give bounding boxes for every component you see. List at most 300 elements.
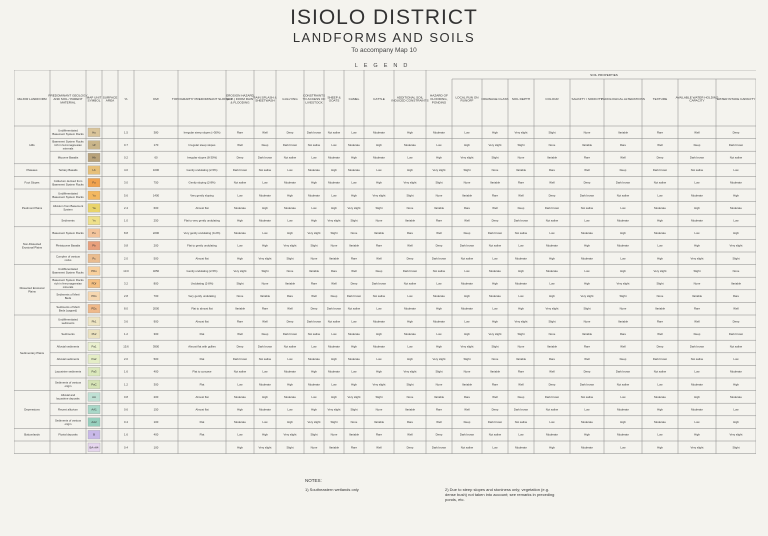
property-cell: Very slight bbox=[432, 168, 446, 173]
property-cell: High bbox=[262, 205, 268, 210]
property-cell: Moderate bbox=[691, 407, 703, 412]
property-cell: Deep bbox=[491, 407, 499, 412]
property-cell: Deep bbox=[619, 168, 627, 173]
slope-cell: Irregular slopes (8-30%) bbox=[186, 155, 218, 160]
property-cell: Very slight bbox=[283, 243, 297, 248]
slope-cell: Flat to concave bbox=[192, 369, 212, 374]
property-cell: Variable bbox=[489, 369, 501, 374]
property-cell: Dark brown bbox=[306, 319, 322, 324]
property-cell: Low bbox=[237, 243, 243, 248]
property-cell: None bbox=[330, 243, 338, 248]
property-cell: High bbox=[549, 445, 555, 450]
property-cell: Low bbox=[287, 168, 293, 173]
property-cell: Very slight bbox=[307, 231, 321, 236]
property-cell: High bbox=[436, 344, 442, 349]
property-cell: Rare bbox=[656, 130, 664, 135]
property-cell: High bbox=[331, 394, 337, 399]
slope-cell: Almost flat with gullies bbox=[188, 344, 216, 349]
property-cell: Rare bbox=[656, 319, 664, 324]
property-cell: Low bbox=[518, 294, 524, 299]
area-km2: 300 bbox=[153, 331, 159, 336]
geology-cell: Miocene Basalts bbox=[57, 155, 79, 160]
property-cell: Rare bbox=[583, 155, 591, 160]
page-title: ISIOLO DISTRICT bbox=[290, 6, 478, 29]
property-cell: Low bbox=[657, 193, 663, 198]
property-cell: High bbox=[464, 294, 470, 299]
area-km2: 3900 bbox=[152, 344, 160, 349]
property-cell: Not saline bbox=[327, 130, 341, 135]
property-cell: Dark brown bbox=[513, 407, 529, 412]
legend-table bbox=[14, 70, 756, 470]
geology-cell: Undifferentiated Basement System Rocks bbox=[52, 128, 84, 136]
property-cell: Moderate bbox=[654, 394, 666, 399]
geology-cell: Fluvial deposits bbox=[58, 432, 78, 437]
area-km2: 250 bbox=[153, 218, 159, 223]
slope-cell: Very gently undulating bbox=[188, 294, 216, 299]
property-cell: Variable bbox=[546, 344, 558, 349]
property-cell: Well bbox=[331, 281, 337, 286]
property-cell: Deep bbox=[693, 142, 701, 147]
page-subtitle: LANDFORMS AND SOILS bbox=[292, 30, 476, 45]
property-cell: Moderate bbox=[348, 357, 360, 362]
property-cell: High bbox=[584, 243, 590, 248]
property-cell: Variable bbox=[515, 357, 527, 362]
property-cell: Well bbox=[262, 319, 268, 324]
property-cell: None bbox=[548, 142, 556, 147]
property-cell: Low bbox=[620, 445, 626, 450]
property-cell: Slight bbox=[463, 357, 471, 362]
property-cell: Low bbox=[464, 268, 470, 273]
property-cell: Well bbox=[694, 319, 700, 324]
geology-cell: Sediments of Merti Beds bbox=[56, 292, 80, 300]
area-percent: 0.6 bbox=[124, 407, 128, 412]
property-cell: High bbox=[311, 407, 317, 412]
map-unit-symbol: Lb bbox=[92, 168, 96, 173]
property-cell: Variable bbox=[308, 268, 320, 273]
property-cell: Moderate bbox=[308, 357, 320, 362]
property-cell: Low bbox=[492, 445, 498, 450]
property-cell: Low bbox=[620, 394, 626, 399]
slope-cell: Flat bbox=[199, 357, 205, 362]
property-cell: Dark brown bbox=[371, 281, 387, 286]
area-km2: 600 bbox=[153, 205, 159, 210]
property-cell: Moderate bbox=[259, 407, 271, 412]
property-cell: Rare bbox=[350, 445, 358, 450]
property-cell: Rare bbox=[619, 331, 627, 336]
property-cell: Moderate bbox=[259, 218, 271, 223]
property-cell: None bbox=[463, 369, 471, 374]
property-cell: Moderate bbox=[308, 193, 320, 198]
property-cell: Dark brown bbox=[459, 243, 475, 248]
map-unit-symbol: PDs bbox=[91, 294, 97, 299]
property-cell: Low bbox=[492, 306, 498, 311]
property-cell: Deep bbox=[463, 420, 471, 425]
property-cell: Slight bbox=[548, 319, 556, 324]
property-cell: Well bbox=[287, 306, 293, 311]
property-cell: High bbox=[407, 168, 413, 173]
property-cell: High bbox=[376, 180, 382, 185]
property-cell: Moderate bbox=[373, 130, 385, 135]
property-cell: Well bbox=[733, 306, 739, 311]
area-km2: 100 bbox=[153, 445, 159, 450]
property-cell: Not saline bbox=[729, 155, 743, 160]
area-km2: 200 bbox=[153, 394, 159, 399]
property-cell: Very slight bbox=[403, 369, 417, 374]
area-percent: 0.4 bbox=[124, 420, 128, 425]
property-cell: Low bbox=[518, 432, 524, 437]
property-cell: Rare bbox=[435, 407, 443, 412]
property-cell: Low bbox=[549, 231, 555, 236]
property-cell: Slight bbox=[261, 268, 269, 273]
property-cell: Well bbox=[549, 369, 555, 374]
geology-cell: Basement System Rocks rich in ferromagnesian minerals bbox=[52, 278, 84, 289]
area-km2: 750 bbox=[153, 180, 159, 185]
property-cell: Slight bbox=[375, 394, 383, 399]
property-cell: High bbox=[549, 294, 555, 299]
geology-cell: Sediments bbox=[61, 331, 75, 336]
property-cell: Moderate bbox=[308, 168, 320, 173]
property-cell: Moderate bbox=[461, 281, 473, 286]
property-cell: High bbox=[549, 256, 555, 261]
property-cell: Not saline bbox=[653, 369, 667, 374]
property-cell: Deep bbox=[261, 331, 269, 336]
property-cell: Low bbox=[464, 319, 470, 324]
property-cell: Moderate bbox=[234, 205, 246, 210]
property-cell: Dark brown bbox=[689, 155, 705, 160]
property-cell: High bbox=[733, 193, 739, 198]
slope-cell: Irregular steep slopes bbox=[188, 142, 216, 147]
property-cell: Moderate bbox=[284, 394, 296, 399]
property-cell: High bbox=[287, 382, 293, 387]
property-cell: Moderate bbox=[581, 256, 593, 261]
property-cell: Dark brown bbox=[579, 193, 595, 198]
geology-cell: Recent alluvium bbox=[58, 407, 78, 412]
property-cell: Not saline bbox=[432, 268, 446, 273]
landform-cell: Non-Dissected Erosional Plains bbox=[21, 242, 43, 250]
landform-cell: Hills bbox=[29, 142, 35, 147]
property-cell: Low bbox=[733, 357, 739, 362]
property-cell: High bbox=[331, 357, 337, 362]
property-cell: Moderate bbox=[515, 445, 527, 450]
property-cell: None bbox=[583, 319, 591, 324]
property-cell: Low bbox=[311, 205, 317, 210]
property-cell: Not saline bbox=[347, 306, 361, 311]
property-cell: Well bbox=[492, 205, 498, 210]
property-cell: Moderate bbox=[461, 306, 473, 311]
map-unit-symbol: Pa3 bbox=[91, 369, 97, 374]
geology-cell: Alluvial and lacustrine deposits bbox=[56, 393, 80, 401]
property-cell: Very slight bbox=[653, 268, 667, 273]
property-cell: Low bbox=[733, 168, 739, 173]
property-cell: Rare bbox=[375, 243, 383, 248]
column-header: CATTLE bbox=[373, 97, 385, 101]
property-cell: Very slight bbox=[403, 180, 417, 185]
slope-cell: Gently undulating (2-5%) bbox=[186, 268, 218, 273]
property-cell: Low bbox=[237, 432, 243, 437]
property-cell: Very slight bbox=[347, 394, 361, 399]
property-cell: Well bbox=[492, 394, 498, 399]
property-cell: High bbox=[351, 382, 357, 387]
column-header: PEDOLOGICAL ALTERATIONS bbox=[601, 97, 645, 101]
area-percent: 1.2 bbox=[124, 382, 128, 387]
area-percent: 1.6 bbox=[124, 432, 128, 437]
property-cell: High bbox=[733, 420, 739, 425]
property-cell: Deep bbox=[406, 445, 414, 450]
property-cell: None bbox=[350, 231, 358, 236]
property-cell: Moderate bbox=[328, 180, 340, 185]
property-cell: Variable bbox=[489, 180, 501, 185]
map-unit-symbol: Pa1 bbox=[91, 344, 97, 349]
property-cell: Moderate bbox=[284, 205, 296, 210]
property-cell: Well bbox=[584, 357, 590, 362]
property-cell: Rare bbox=[310, 281, 318, 286]
property-cell: Variable bbox=[581, 142, 593, 147]
area-percent: 2.0 bbox=[124, 357, 128, 362]
property-cell: Low bbox=[694, 369, 700, 374]
property-cell: Low bbox=[262, 180, 268, 185]
area-percent: 0.8 bbox=[124, 394, 128, 399]
map-unit-symbol: Pa2 bbox=[91, 357, 97, 362]
property-cell: Not saline bbox=[690, 168, 704, 173]
property-cell: Rare bbox=[286, 294, 294, 299]
map-unit-symbol: AA1 bbox=[91, 407, 97, 412]
property-cell: High bbox=[376, 369, 382, 374]
map-unit-symbol: Fu bbox=[92, 180, 96, 185]
property-cell: High bbox=[351, 344, 357, 349]
property-cell: Low bbox=[407, 155, 413, 160]
property-cell: Dark brown bbox=[257, 155, 273, 160]
property-cell: Low bbox=[331, 142, 337, 147]
property-cell: None bbox=[375, 218, 383, 223]
property-cell: None bbox=[375, 407, 383, 412]
property-cell: Well bbox=[311, 294, 317, 299]
area-km2: 900 bbox=[153, 319, 159, 324]
slope-cell: Flat bbox=[199, 432, 205, 437]
property-cell: Dark brown bbox=[431, 445, 447, 450]
slope-cell: Very gently undulating (0-2%) bbox=[183, 231, 221, 236]
property-cell: Low bbox=[620, 205, 626, 210]
property-cell: Moderate bbox=[328, 344, 340, 349]
property-cell: High bbox=[694, 432, 700, 437]
property-cell: Dark brown bbox=[487, 420, 503, 425]
property-cell: Dark brown bbox=[346, 294, 362, 299]
property-cell: Rare bbox=[330, 268, 338, 273]
area-km2: 60 bbox=[154, 155, 158, 160]
area-km2: 3250 bbox=[152, 268, 160, 273]
property-cell: Low bbox=[311, 394, 317, 399]
property-cell: Well bbox=[376, 256, 382, 261]
property-cell: Very slight bbox=[283, 432, 297, 437]
map-unit-symbol: Pu bbox=[92, 231, 96, 236]
property-cell: Well bbox=[657, 331, 663, 336]
property-cell: Dark brown bbox=[306, 130, 322, 135]
area-km2: 800 bbox=[153, 281, 159, 286]
property-cell: Dark brown bbox=[232, 357, 248, 362]
property-cell: Moderate bbox=[489, 268, 501, 273]
geology-cell: Basement System Rocks bbox=[52, 231, 84, 236]
property-cell: Low bbox=[733, 218, 739, 223]
property-cell: Low bbox=[331, 331, 337, 336]
property-cell: Low bbox=[237, 382, 243, 387]
property-cell: Variable bbox=[284, 281, 296, 286]
property-cell: Very slight bbox=[372, 193, 386, 198]
property-cell: Very slight bbox=[616, 281, 630, 286]
property-cell: Dark brown bbox=[728, 331, 744, 336]
property-cell: Not saline bbox=[488, 243, 502, 248]
property-cell: Moderate bbox=[433, 130, 445, 135]
property-cell: Not saline bbox=[258, 168, 272, 173]
property-cell: Low bbox=[376, 168, 382, 173]
column-header: AVAILABLE WATER HOLDING CAPACITY bbox=[675, 95, 719, 103]
property-cell: Low bbox=[407, 294, 413, 299]
property-cell: None bbox=[406, 205, 414, 210]
geology-cell: Alluvium from Basement System bbox=[52, 204, 84, 212]
property-cell: Low bbox=[237, 193, 243, 198]
property-cell: Deep bbox=[583, 180, 591, 185]
property-cell: Well bbox=[518, 382, 524, 387]
property-cell: Slight bbox=[491, 344, 499, 349]
area-percent: 3.0 bbox=[124, 180, 128, 185]
property-cell: None bbox=[261, 281, 269, 286]
property-cell: High bbox=[262, 394, 268, 399]
property-cell: Rare bbox=[732, 294, 740, 299]
property-cell: Moderate bbox=[546, 243, 558, 248]
property-cell: None bbox=[463, 180, 471, 185]
column-header: LOCAL RUN ON RUNOFF bbox=[455, 95, 479, 103]
property-cell: Well bbox=[620, 155, 626, 160]
property-cell: Dark brown bbox=[402, 268, 418, 273]
property-cell: Not saline bbox=[307, 331, 321, 336]
property-cell: Deep bbox=[435, 432, 443, 437]
property-cell: Moderate bbox=[373, 344, 385, 349]
property-cell: Rare bbox=[435, 218, 443, 223]
property-cell: Very slight bbox=[460, 155, 474, 160]
property-cell: Deep bbox=[732, 130, 740, 135]
property-cell: Low bbox=[584, 407, 590, 412]
property-cell: Rare bbox=[491, 193, 499, 198]
property-cell: Slight bbox=[619, 294, 627, 299]
landform-cell: Bottomlands bbox=[24, 432, 40, 437]
property-cell: High bbox=[694, 205, 700, 210]
geology-cell: Sediments bbox=[61, 218, 75, 223]
property-cell: Deep bbox=[261, 142, 269, 147]
property-cell: Moderate bbox=[489, 294, 501, 299]
property-cell: Slight bbox=[732, 445, 740, 450]
property-cell: Moderate bbox=[234, 420, 246, 425]
property-cell: Low bbox=[733, 407, 739, 412]
property-cell: High bbox=[694, 394, 700, 399]
property-cell: None bbox=[619, 306, 627, 311]
property-cell: Not saline bbox=[372, 294, 386, 299]
property-cell: High bbox=[237, 218, 243, 223]
property-cell: None bbox=[656, 294, 664, 299]
property-cell: Deep bbox=[548, 193, 556, 198]
property-cell: Low bbox=[262, 369, 268, 374]
property-cell: Dark brown bbox=[615, 180, 631, 185]
slope-cell: Gently undulating (2-5%) bbox=[186, 168, 218, 173]
property-cell: Moderate bbox=[259, 382, 271, 387]
area-km2: 2200 bbox=[152, 231, 160, 236]
property-cell: Moderate bbox=[691, 193, 703, 198]
area-km2: 300 bbox=[153, 382, 159, 387]
property-cell: Rare bbox=[406, 420, 414, 425]
property-cell: Rare bbox=[548, 357, 556, 362]
property-cell: Not saline bbox=[327, 319, 341, 324]
landform-cell: Piedmont Plains bbox=[21, 205, 43, 210]
area-percent: 2.8 bbox=[124, 294, 128, 299]
property-cell: Not saline bbox=[580, 394, 594, 399]
property-cell: High bbox=[311, 218, 317, 223]
property-cell: Moderate bbox=[581, 445, 593, 450]
property-cell: Very slight bbox=[432, 357, 446, 362]
property-cell: Moderate bbox=[404, 142, 416, 147]
property-cell: Variable bbox=[617, 130, 629, 135]
map-unit-symbol: PDc bbox=[91, 306, 97, 311]
property-cell: Not saline bbox=[233, 369, 247, 374]
area-percent: 15.6 bbox=[123, 344, 129, 349]
area-percent: 0.7 bbox=[124, 142, 128, 147]
property-cell: High bbox=[311, 369, 317, 374]
property-cell: Moderate bbox=[433, 319, 445, 324]
property-cell: Moderate bbox=[691, 218, 703, 223]
property-cell: High bbox=[733, 382, 739, 387]
property-cell: Deep bbox=[375, 268, 383, 273]
landform-cell: Dissected Erosional Plains bbox=[19, 286, 45, 294]
property-cell: Well bbox=[237, 142, 243, 147]
property-cell: Deep bbox=[517, 394, 525, 399]
notes-title: NOTES: bbox=[305, 478, 322, 483]
property-cell: Moderate bbox=[617, 407, 629, 412]
property-cell: Deep bbox=[286, 130, 294, 135]
property-cell: Moderate bbox=[433, 294, 445, 299]
area-percent: 2.0 bbox=[124, 256, 128, 261]
property-cell: Not saline bbox=[460, 445, 474, 450]
map-caption: To accompany Map 10 bbox=[351, 47, 417, 54]
property-cell: Dark brown bbox=[282, 331, 298, 336]
property-cell: Well bbox=[464, 407, 470, 412]
map-unit-symbol: Pk2 bbox=[91, 331, 97, 336]
map-unit-symbol: B bbox=[93, 432, 95, 437]
area-km2: 380 bbox=[153, 130, 159, 135]
property-cell: High bbox=[331, 205, 337, 210]
property-cell: Variable bbox=[404, 407, 416, 412]
property-cell: Variable bbox=[259, 294, 271, 299]
property-cell: None bbox=[286, 268, 294, 273]
property-cell: Low bbox=[262, 231, 268, 236]
property-cell: Moderate bbox=[404, 306, 416, 311]
property-cell: Deep bbox=[693, 331, 701, 336]
property-cell: High bbox=[351, 193, 357, 198]
note-2: 2) Due to steep slopes and stoniness only; vegetation (e.g. dense bush) not taken into account; see remarks in preceding ponds, etc. bbox=[445, 487, 555, 502]
property-cell: High bbox=[237, 445, 243, 450]
area-percent: 1.2 bbox=[124, 331, 128, 336]
column-header: HAZARD OF FLOODING, PONDING bbox=[430, 93, 448, 105]
property-cell: Dark brown bbox=[513, 218, 529, 223]
map-unit-symbol: Ya bbox=[92, 205, 96, 210]
legend-heading: LEGEND bbox=[354, 63, 414, 69]
property-cell: Deep bbox=[491, 218, 499, 223]
property-cell: Moderate bbox=[515, 256, 527, 261]
property-cell: Slight bbox=[330, 231, 338, 236]
area-percent: 2.4 bbox=[124, 205, 128, 210]
property-cell: High bbox=[657, 407, 663, 412]
map-unit-symbol: Hb bbox=[92, 155, 96, 160]
property-cell: Well bbox=[657, 142, 663, 147]
property-cell: Low bbox=[311, 344, 317, 349]
property-cell: Very slight bbox=[258, 256, 272, 261]
property-cell: Moderate bbox=[654, 231, 666, 236]
column-header: % bbox=[124, 97, 128, 101]
